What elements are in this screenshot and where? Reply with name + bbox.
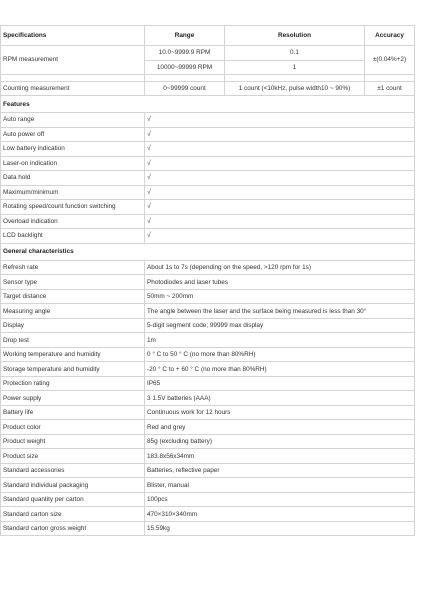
feature-check-icon: √ xyxy=(145,200,415,215)
general-value: 183.8x56x34mm xyxy=(145,449,415,464)
counting-range: 0~99999 count xyxy=(145,82,225,96)
general-row xyxy=(1,492,415,507)
general-label: Product weight xyxy=(1,434,145,449)
general-label: Standard carton gross weight xyxy=(1,521,145,536)
general-row xyxy=(1,376,415,391)
general-label: Battery life xyxy=(1,405,145,420)
general-label: Standard individual packaging xyxy=(1,478,145,493)
feature-check-icon: √ xyxy=(145,214,415,229)
general-label: Working temperature and humidity xyxy=(1,347,145,362)
header-specifications: Specifications xyxy=(1,26,145,46)
feature-row xyxy=(1,113,415,128)
general-value: 15.59kg xyxy=(145,521,415,536)
feature-row xyxy=(1,156,415,171)
counting-row xyxy=(1,82,415,96)
feature-label: Rotating speed/count function switching xyxy=(1,200,145,215)
general-row xyxy=(1,420,415,435)
feature-check-icon: √ xyxy=(145,156,415,171)
header-range: Range xyxy=(145,26,225,46)
general-value: 85g (excluding battery) xyxy=(145,434,415,449)
general-label: Measuring angle xyxy=(1,304,145,319)
general-value: 3 1.5V batteries (AAA) xyxy=(145,391,415,406)
rpm-resolution-2: 1 xyxy=(225,60,365,75)
general-value: -20 ° C to + 60 ° C (no more than 80%RH) xyxy=(145,362,415,377)
general-row xyxy=(1,333,415,348)
feature-row xyxy=(1,214,415,229)
general-value: The angle between the laser and the surface being measured is less than 30° xyxy=(145,304,415,319)
general-value: IP65 xyxy=(145,376,415,391)
features-title: Features xyxy=(1,96,415,113)
general-value: About 1s to 7s (depending on the speed, >120 rpm for 1s) xyxy=(145,260,415,275)
general-label: Storage temperature and humidity xyxy=(1,362,145,377)
general-title-row xyxy=(1,243,415,260)
general-row xyxy=(1,478,415,493)
feature-row xyxy=(1,127,415,142)
rpm-range-1: 10.0~9999.9 RPM xyxy=(145,46,225,61)
general-label: Standard quantity per carton xyxy=(1,492,145,507)
general-row xyxy=(1,434,415,449)
feature-check-icon: √ xyxy=(145,185,415,200)
rpm-row-1 xyxy=(1,46,415,61)
general-row xyxy=(1,521,415,536)
general-value: 0 ° C to 50 ° C (no more than 80%RH) xyxy=(145,347,415,362)
general-label: Standard accessories xyxy=(1,463,145,478)
general-label: Protection rating xyxy=(1,376,145,391)
general-value: Batteries, reflective paper xyxy=(145,463,415,478)
feature-label: LCD backlight xyxy=(1,229,145,244)
feature-check-icon: √ xyxy=(145,127,415,142)
general-row xyxy=(1,318,415,333)
general-row xyxy=(1,463,415,478)
feature-label: Auto range xyxy=(1,113,145,128)
counting-resolution: 1 count (<10kHz, pulse width10 ~ 90%) xyxy=(225,82,365,96)
spec-table xyxy=(0,25,415,536)
feature-row xyxy=(1,142,415,157)
general-row xyxy=(1,275,415,290)
features-title-row xyxy=(1,96,415,113)
feature-label: Laser-on indication xyxy=(1,156,145,171)
rpm-accuracy: ±(0.04%+2) xyxy=(365,46,415,75)
feature-label: Data hold xyxy=(1,171,145,186)
feature-row xyxy=(1,200,415,215)
general-label: Standard carton size xyxy=(1,507,145,522)
feature-check-icon: √ xyxy=(145,113,415,128)
header-accuracy: Accuracy xyxy=(365,26,415,46)
rpm-resolution-1: 0.1 xyxy=(225,46,365,61)
feature-label: Overload indication xyxy=(1,214,145,229)
counting-accuracy: ±1 count xyxy=(365,82,415,96)
general-row xyxy=(1,507,415,522)
general-row xyxy=(1,362,415,377)
general-value: 100pcs xyxy=(145,492,415,507)
general-row xyxy=(1,289,415,304)
general-label: Drop test xyxy=(1,333,145,348)
header-row xyxy=(1,26,415,46)
general-value: 50mm ~ 200mm xyxy=(145,289,415,304)
features-list xyxy=(1,113,415,244)
general-row xyxy=(1,391,415,406)
rpm-label: RPM measurement xyxy=(1,46,145,75)
general-list xyxy=(1,260,415,536)
general-row xyxy=(1,347,415,362)
general-value: Photodiodes and laser tubes xyxy=(145,275,415,290)
feature-row xyxy=(1,185,415,200)
general-label: Display xyxy=(1,318,145,333)
feature-row xyxy=(1,229,415,244)
header-resolution: Resolution xyxy=(225,26,365,46)
general-value: 470×310×340mm xyxy=(145,507,415,522)
general-label: Target distance xyxy=(1,289,145,304)
feature-label: Auto power off xyxy=(1,127,145,142)
general-label: Refresh rate xyxy=(1,260,145,275)
feature-check-icon: √ xyxy=(145,142,415,157)
general-row xyxy=(1,449,415,464)
feature-check-icon: √ xyxy=(145,229,415,244)
rpm-range-2: 10000~99999 RPM xyxy=(145,60,225,75)
general-title: General characteristics xyxy=(1,243,415,260)
feature-label: Low battery indication xyxy=(1,142,145,157)
general-row xyxy=(1,304,415,319)
general-value: 5-digit segment code; 99999 max display xyxy=(145,318,415,333)
general-label: Product color xyxy=(1,420,145,435)
counting-label: Counting measurement xyxy=(1,82,145,96)
general-value: Red and grey xyxy=(145,420,415,435)
spacer-row xyxy=(1,75,415,82)
general-value: 1m xyxy=(145,333,415,348)
general-row xyxy=(1,260,415,275)
general-label: Power supply xyxy=(1,391,145,406)
feature-row xyxy=(1,171,415,186)
spec-sheet xyxy=(0,25,414,536)
feature-label: Maximum/minimum xyxy=(1,185,145,200)
general-row xyxy=(1,405,415,420)
general-value: Blister, manual xyxy=(145,478,415,493)
general-value: Continuous work for 12 hours xyxy=(145,405,415,420)
general-label: Product size xyxy=(1,449,145,464)
feature-check-icon: √ xyxy=(145,171,415,186)
general-label: Sensor type xyxy=(1,275,145,290)
